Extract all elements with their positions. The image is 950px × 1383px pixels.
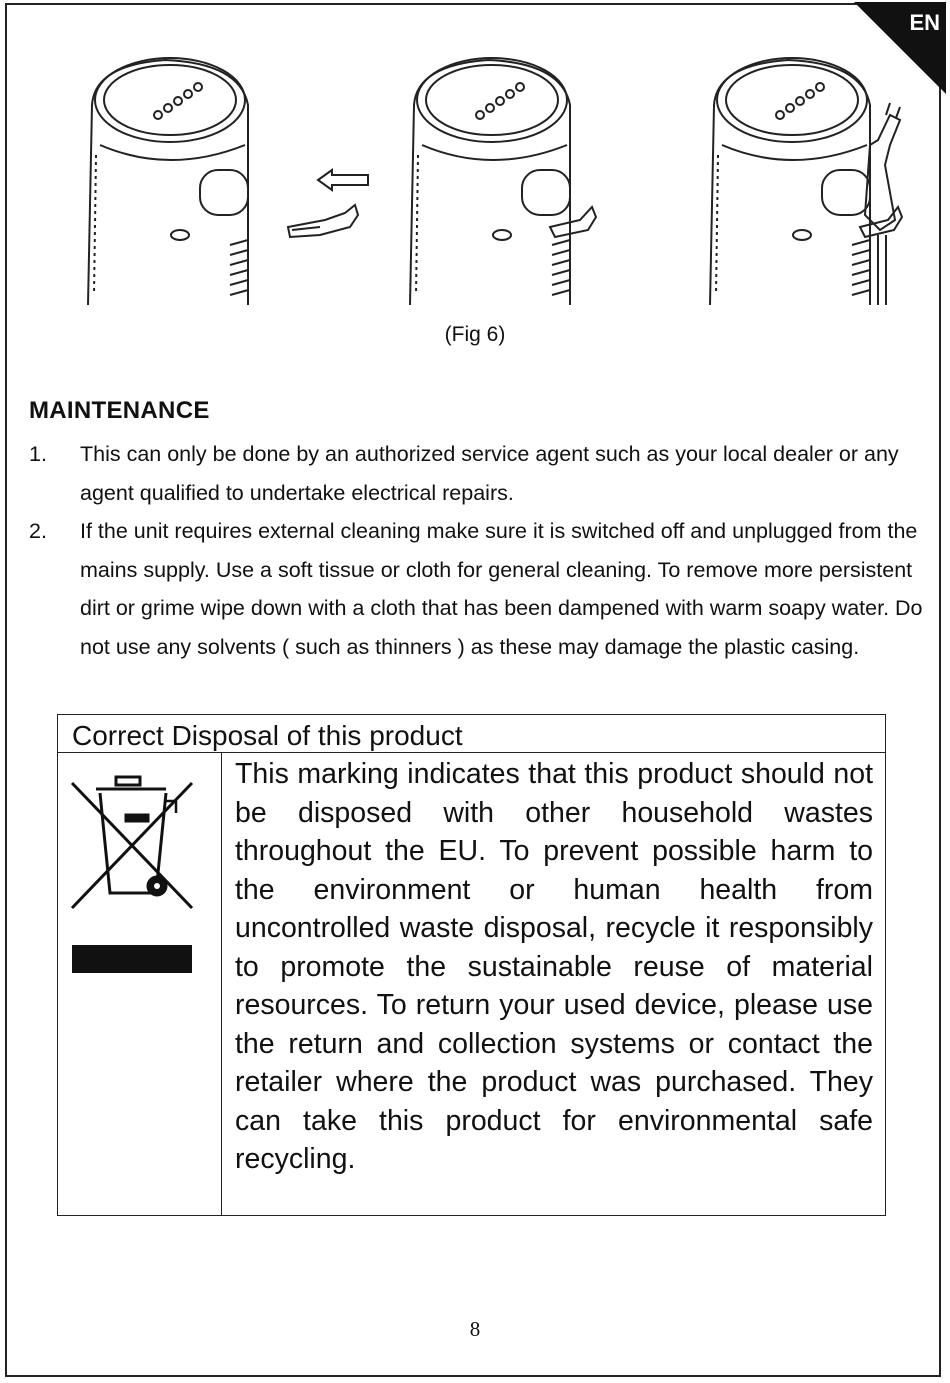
disposal-table xyxy=(57,714,886,1216)
disposal-body xyxy=(58,753,885,1215)
list-item-text: If the unit requires external cleaning make sure it is switched off and unplugged from the mains supply. Use a soft tissue or cloth for general cleaning. To remove more persistent dirt or grime wipe down with a cloth that has been dampened with warm soapy water. Do not use any solvents ( such as thinners ) as these may damage the plastic casing. xyxy=(80,519,923,659)
disposal-text: This marking indicates that this product should not be disposed with other household wastes throughout the EU. To prevent possible harm to the environment or human health from uncontrolled waste disposal, recycle it responsibly to promote the sustainable reuse of material resources. To return your used device, please use the return and collection systems or contact the retailer where the product was purchased. They can take this product for environmental safe recycling. xyxy=(235,758,873,1175)
left-arrow-icon xyxy=(318,170,368,190)
language-badge: EN xyxy=(909,10,940,35)
figure-caption: (Fig 6) xyxy=(444,323,506,346)
disposal-title: Correct Disposal of this product xyxy=(58,715,885,753)
list-item-text: This can only be done by an authorized service agent such as your local dealer or any agent qualified to undertake electrical repairs. xyxy=(80,442,899,505)
tower-unit-2 xyxy=(410,58,596,305)
list-item-number: 1. xyxy=(29,442,47,466)
page-number: 8 xyxy=(469,1317,481,1341)
tower-unit-3 xyxy=(710,58,902,305)
maintenance-list xyxy=(29,435,929,666)
tower-unit-1 xyxy=(88,58,248,305)
disposal-icon-cell xyxy=(58,753,222,1215)
plug-clip-1 xyxy=(288,205,358,237)
list-item xyxy=(29,435,929,512)
fig6-illustration xyxy=(60,45,920,310)
crossed-out-wheelie-bin-icon xyxy=(58,753,222,993)
maintenance-heading: MAINTENANCE xyxy=(29,397,210,424)
list-item xyxy=(29,512,929,666)
list-item-number: 2. xyxy=(29,519,47,543)
